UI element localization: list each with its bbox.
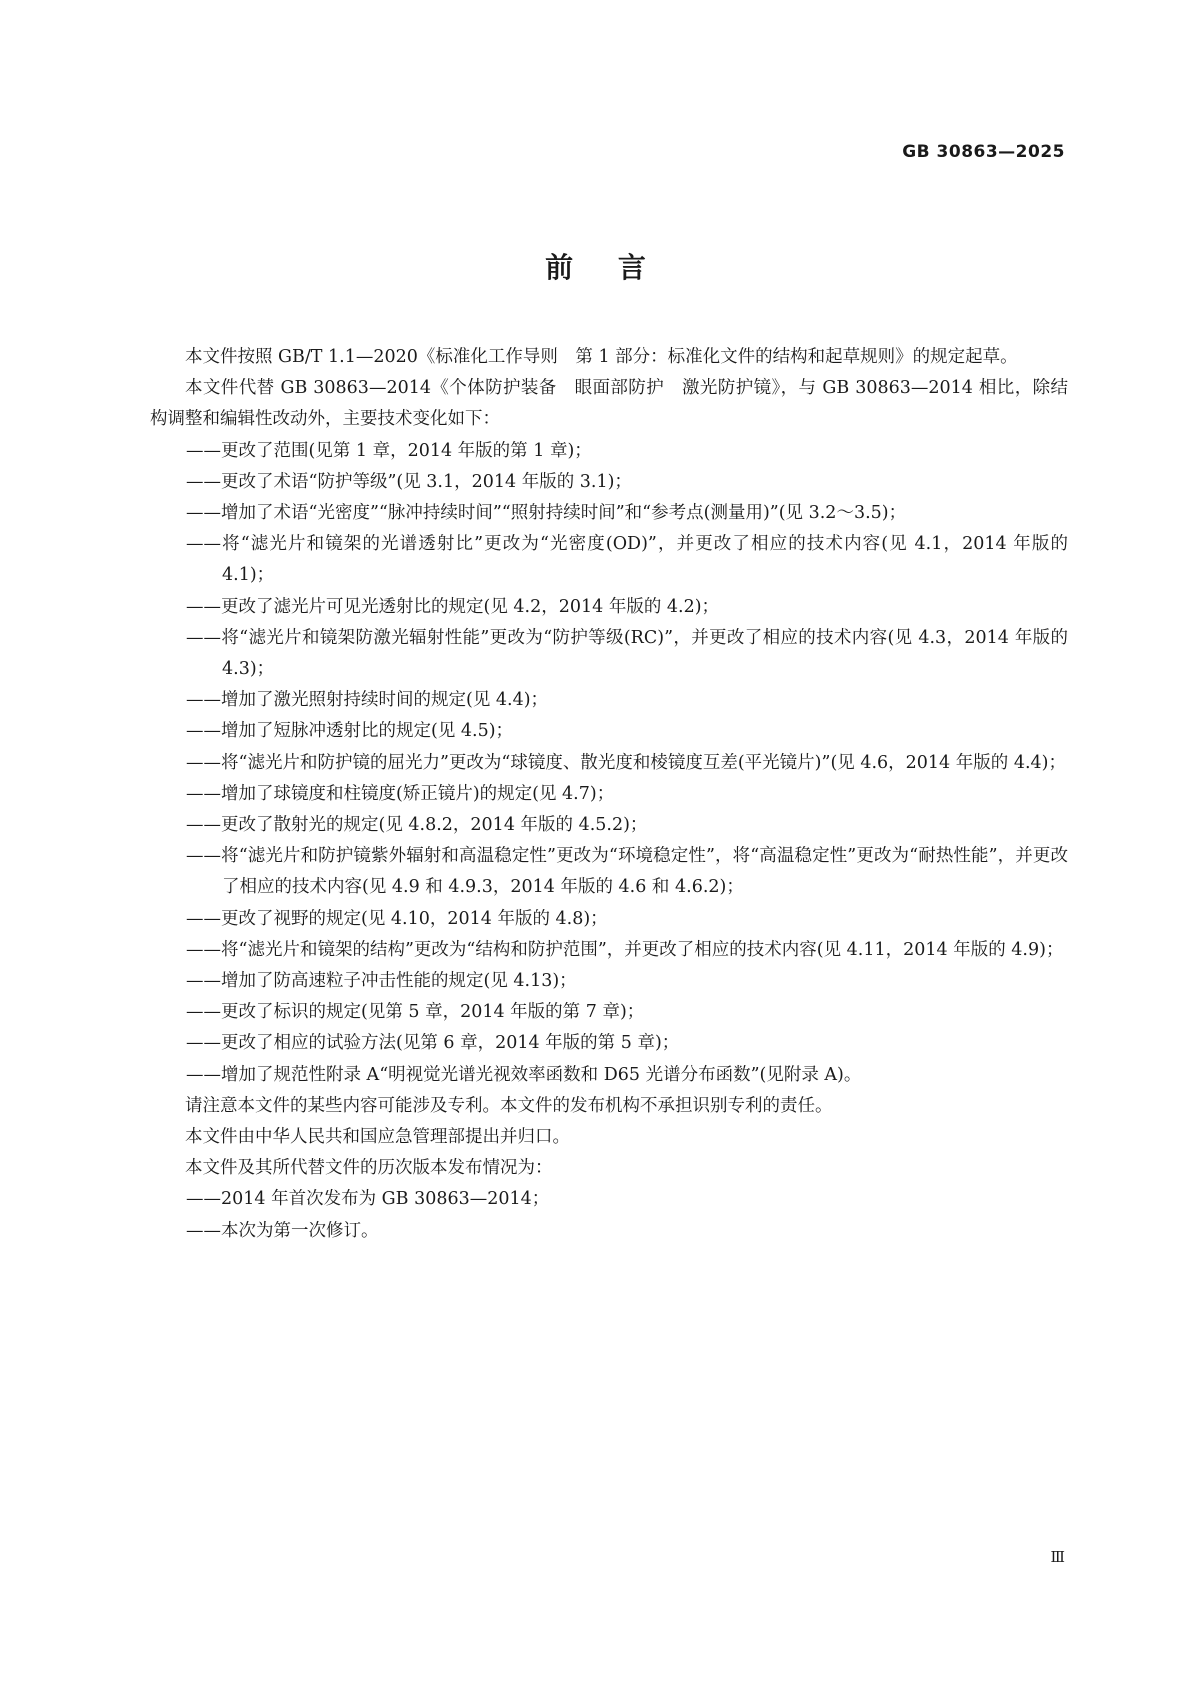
change-item: ——更改了滤光片可见光透射比的规定(见 4.2，2014 年版的 4.2)； — [186, 596, 720, 617]
history-item: ——2014 年首次发布为 GB 30863—2014； — [186, 1189, 550, 1210]
change-item: ——增加了激光照射持续时间的规定(见 4.4)； — [186, 690, 549, 711]
history-paragraph: 本文件及其所代替文件的历次版本发布情况为： — [185, 1158, 553, 1179]
change-item: ——将“滤光片和防护镜的屈光力”更改为“球镜度、散光度和棱镜度互差(平光镜片)”(见 4.6，2014 年版的 4.4)； — [186, 752, 1066, 773]
change-item: ——更改了术语“防护等级”(见 3.1，2014 年版的 3.1)； — [186, 471, 632, 492]
change-item: ——更改了相应的试验方法(见第 6 章，2014 年版的第 5 章)； — [186, 1033, 680, 1054]
intro-paragraph: 本文件按照 GB/T 1.1—2020《标准化工作导则 第 1 部分：标准化文件的结构和起草规则》的规定起草。 — [185, 347, 1018, 367]
change-item: ——增加了术语“光密度”“脉冲持续时间”“照射持续时间”和“参考点(测量用)”(见 3.2～3.5)； — [186, 503, 907, 524]
change-item: ——将“滤光片和防护镜紫外辐射和高温稳定性”更改为“环境稳定性”，将“高温稳定性”更改为“耐热性能”，并更改了相应的技术内容(见 4.9 和 4.9.3，2014 年版的 4.6 和 4.6.2)； — [186, 846, 1068, 898]
change-item: ——增加了球镜度和柱镜度(矫正镜片)的规定(见 4.7)； — [186, 783, 615, 804]
page-title: 前言 — [545, 251, 691, 284]
change-item: ——将“滤光片和镜架防激光辐射性能”更改为“防护等级(RC)”，并更改了相应的技术内容(见 4.3，2014 年版的 4.3)； — [186, 627, 1068, 680]
history-item: ——本次为第一次修订。 — [186, 1220, 379, 1241]
proposer-paragraph: 本文件由中华人民共和国应急管理部提出并归口。 — [185, 1127, 570, 1148]
change-item: ——更改了视野的规定(见 4.10，2014 年版的 4.8)； — [186, 908, 608, 929]
foreword-body — [150, 342, 1068, 1247]
page-number: Ⅲ — [1050, 1548, 1065, 1566]
change-item: ——更改了范围(见第 1 章，2014 年版的第 1 章)； — [186, 440, 592, 461]
change-item: ——将“滤光片和镜架的光谱透射比”更改为“光密度(OD)”，并更改了相应的技术内容(见 4.1，2014 年版的 4.1)； — [186, 534, 1068, 586]
replacement-paragraph: 本文件代替 GB 30863—2014《个体防护装备 眼面部防护 激光防护镜》，与 GB 30863—2014 相比，除结构调整和编辑性改动外，主要技术变化如下： — [150, 378, 1068, 430]
patent-paragraph: 请注意本文件的某些内容可能涉及专利。本文件的发布机构不承担识别专利的责任。 — [185, 1095, 833, 1116]
change-item: ——增加了短脉冲透射比的规定(见 4.5)； — [186, 721, 514, 742]
document-code: GB 30863—2025 — [902, 142, 1065, 162]
change-item: ——将“滤光片和镜架的结构”更改为“结构和防护范围”，并更改了相应的技术内容(见 4.11，2014 年版的 4.9)； — [186, 939, 1064, 960]
change-item: ——增加了防高速粒子冲击性能的规定(见 4.13)； — [186, 971, 577, 992]
change-item: ——更改了散射光的规定(见 4.8.2，2014 年版的 4.5.2)； — [186, 815, 648, 836]
change-item: ——更改了标识的规定(见第 5 章，2014 年版的第 7 章)； — [186, 1002, 645, 1023]
change-item: ——增加了规范性附录 A“明视觉光谱光视效率函数和 D65 光谱分布函数”(见附录 A)。 — [186, 1064, 862, 1085]
